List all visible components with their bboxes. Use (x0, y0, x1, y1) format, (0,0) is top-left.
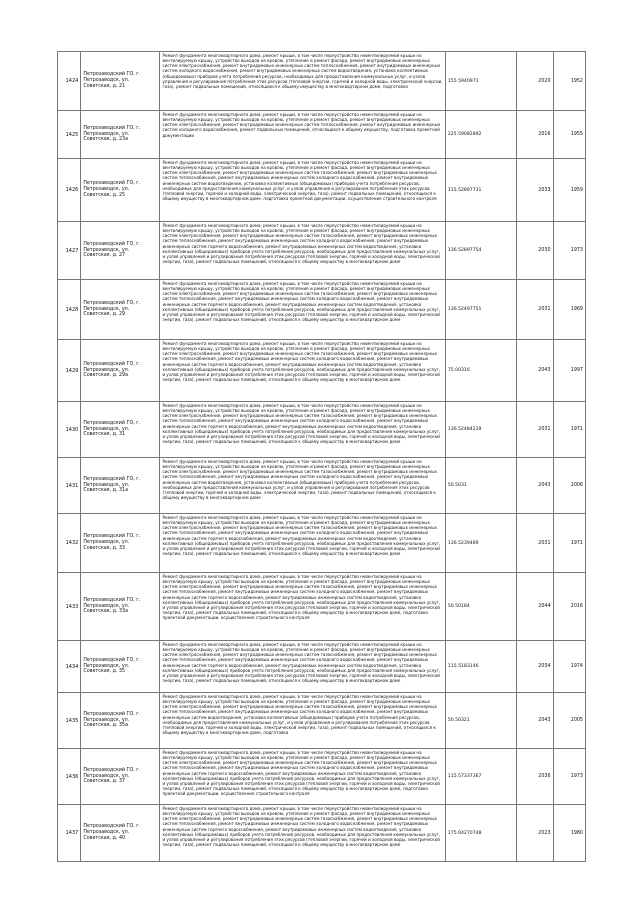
address-cell: Петрозаводский ГО, г. Петрозаводск, ул. Советская, д. 33а (81, 573, 160, 641)
cost-cell: 75.00316 (445, 340, 516, 402)
row-number: 1426 (58, 159, 81, 222)
works-text: Ремонт фундамента многоквартирного дома, ремонт крыши, в том числе переустройство невентилируемой крыши на вентилируемую крышу, устройство выходов на кровлю, утепление и ремонт фасада, ремонт внутридомовых инженерных систем электроснабжения, ремонт внутридомовых инженерных систем газоснабжения, ремонт внутридомовых инженерных систем теплоснабжения, ремонт внутридомовых инженерных систем холодного водоснабжения, ремонт внутридомовых инженерных систем горячего водоснабжения, ремонт внутридомовых инженерных систем водоотведения, установка коллективных (общедомовых) приборов учета потребления ресурсов, необходимых для предоставления коммунальных услуг, и узлов управления и регулирования потребления этих ресурсов (тепловой энергии, горячей и холодной воды, электрической энергии, газа), ремонт подвальных помещений, относящихся к общему имуществу в многоквартирном доме (162, 403, 441, 445)
build-year-cell: 1952 (553, 52, 585, 111)
build-year-cell: 1959 (553, 159, 585, 222)
repair-year-cell: 2043 (517, 340, 553, 402)
build-year-cell: 2016 (553, 573, 585, 641)
table-row (58, 402, 586, 458)
address-cell: Петрозаводский ГО, г. Петрозаводск, ул. Советская, д. 29а (81, 340, 160, 402)
works-text: Ремонт фундамента многоквартирного дома, ремонт крыши, в том числе переустройство невентилируемой крыши на вентилируемую крышу, устройство выходов на кровлю, утепление и ремонт фасада, ремонт внутридомовых инженерных систем электроснабжения, ремонт внутридомовых инженерных систем газоснабжения, ремонт внутридомовых инженерных систем теплоснабжения, ремонт внутридомовых инженерных систем холодного водоснабжения, ремонт внутридомовых инженерных систем горячего водоснабжения, ремонт внутридомовых инженерных систем водоотведения, установка коллективных (общедомовых) приборов учета потребления ресурсов, необходимых для предоставления коммунальных услуг, и узлов управления и регулирования потребления этих ресурсов (тепловой энергии, горячей и холодной воды, электрической энергии, газа), ремонт подвальных помещений, относящихся к общему имуществу в многоквартирном доме (162, 642, 441, 684)
works-cell (160, 340, 445, 402)
address-cell: Петрозаводский ГО, г. Петрозаводск, ул. Советская, д. 31а (81, 458, 160, 514)
row-number: 1429 (58, 340, 81, 402)
repair-year-cell: 2033 (517, 159, 553, 222)
repair-year-cell: 2034 (517, 641, 553, 693)
repair-year-cell: 2020 (517, 52, 553, 111)
row-number: 1435 (58, 693, 81, 749)
works-cell (160, 159, 445, 222)
table-row (58, 749, 586, 805)
works-text: Ремонт фундамента многоквартирного дома, ремонт крыши, в том числе переустройство невентилируемой крыши на вентилируемую крышу, устройство выходов на кровлю, утепление и ремонт фасада, ремонт внутридомовых инженерных систем электроснабжения, ремонт внутридомовых инженерных систем газоснабжения, ремонт внутридомовых инженерных систем теплоснабжения, ремонт внутридомовых инженерных систем холодного водоснабжения, ремонт внутридомовых инженерных систем горячего водоснабжения, ремонт внутридомовых инженерных систем водоотведения, установка коллективных (общедомовых) приборов учета потребления ресурсов, необходимых для предоставления коммунальных услуг, и узлов управления и регулирования потребления этих ресурсов (тепловой энергии, горячей и холодной воды, электрической энергии, газа), ремонт подвальных помещений, относящихся к общему имуществу в многоквартирном доме (162, 223, 441, 265)
build-year-cell: 1971 (553, 514, 585, 573)
address-cell: Петрозаводский ГО, г. Петрозаводск, ул. Советская, д. 40 (81, 805, 160, 862)
table-row (58, 340, 586, 402)
build-year-cell: 1973 (553, 222, 585, 280)
works-cell (160, 514, 445, 573)
build-year-cell: 1971 (553, 402, 585, 458)
works-text: Ремонт фундамента многоквартирного дома, ремонт крыши, в том числе переустройство невентилируемой крыши на вентилируемую крышу, устройство выходов на кровлю, утепление и ремонт фасада, ремонт внутридомовых инженерных систем электроснабжения, ремонт внутридомовых инженерных систем газоснабжения, ремонт внутридомовых инженерных систем теплоснабжения, ремонт внутридомовых инженерных систем холодного водоснабжения, ремонт внутридомовых инженерных систем водоотведения, установка коллективных (общедомовых) приборов учета потребления ресурсов, необходимых для предоставления коммунальных услуг, и узлов управления и регулирования потребления этих ресурсов (тепловой энергии, горячей и холодной воды, электрической энергии, газа), ремонт подвальных помещений, относящихся к общему имуществу в многоквартирном доме, подготовка проектной документации, осуществление строительного контроля (162, 160, 437, 202)
works-cell (160, 641, 445, 693)
address-cell: Петрозаводский ГО, г. Петрозаводск, ул. Советская, д. 35 (81, 641, 160, 693)
table-row (58, 111, 586, 159)
repair-year-cell: 2016 (517, 111, 553, 159)
works-text: Ремонт фундамента многоквартирного дома, ремонт крыши, в том числе переустройство невентилируемой крыши на вентилируемую крышу, устройство выходов на кровлю, утепление и ремонт фасада, ремонт внутридомовых инженерных систем электроснабжения, ремонт внутридомовых инженерных систем газоснабжения, ремонт внутридомовых инженерных систем теплоснабжения, ремонт внутридомовых инженерных систем холодного водоснабжения, ремонт внутридомовых инженерных систем водоотведения, установка коллективных (общедомовых) приборов учета потребления ресурсов, необходимых для предоставления коммунальных услуг, и узлов управления и регулирования потребления этих ресурсов (тепловой энергии, горячей и холодной воды, электрической энергии, газа), ремонт подвальных помещений, относящихся к общему имуществу в многоквартирном доме, подготовка (162, 694, 437, 736)
address-cell: Петрозаводский ГО, г. Петрозаводск, ул. Советская, д. 29 (81, 280, 160, 340)
works-text: Ремонт фундамента многоквартирного дома, ремонт крыши, в том числе переустройство невентилируемой крыши на вентилируемую крышу, устройство выходов на кровлю, утепление и ремонт фасада, ремонт внутридомовых инженерных систем электроснабжения, ремонт внутридомовых инженерных систем газоснабжения, ремонт внутридомовых инженерных систем теплоснабжения, ремонт внутридомовых инженерных систем холодного водоснабжения, ремонт внутридомовых инженерных систем горячего водоснабжения, ремонт внутридомовых инженерных систем водоотведения, установка коллективных (общедомовых) приборов учета потребления ресурсов, необходимых для предоставления коммунальных услуг, и узлов управления и регулирования потребления этих ресурсов (тепловой энергии, горячей и холодной воды, электрической энергии, газа), ремонт подвальных помещений, относящихся к общему имуществу в многоквартирном доме, подготовка проектной документации, осуществление строительного контроля (162, 750, 441, 797)
address-cell: Петрозаводский ГО, г. Петрозаводск, ул. Советская, д. 37 (81, 749, 160, 805)
table-row (58, 159, 586, 222)
address-cell: Петрозаводский ГО, г. Петрозаводск, ул. Советская, д. 31 (81, 402, 160, 458)
table-row (58, 514, 586, 573)
works-cell (160, 111, 445, 159)
cost-cell: 175.04270748 (445, 805, 516, 862)
cost-cell: 136.52497751 (445, 280, 516, 340)
cost-cell: 115.57337367 (445, 749, 516, 805)
cost-cell: 50.50184 (445, 573, 516, 641)
works-cell (160, 573, 445, 641)
build-year-cell: 1974 (553, 641, 585, 693)
row-number: 1431 (58, 458, 81, 514)
build-year-cell: 1997 (553, 340, 585, 402)
works-cell (160, 458, 445, 514)
row-number: 1433 (58, 573, 81, 641)
address-cell: Петрозаводский ГО, г. Петрозаводск, ул. Советская, д. 33 (81, 514, 160, 573)
address-cell: Петрозаводский ГО, г. Петрозаводск, ул. Советская, д. 25 (81, 159, 160, 222)
works-cell (160, 222, 445, 280)
table-row (58, 52, 586, 111)
table-row (58, 222, 586, 280)
row-number: 1428 (58, 280, 81, 340)
repair-year-cell: 2043 (517, 693, 553, 749)
works-text: Ремонт фундамента многоквартирного дома, ремонт крыши, в том числе переустройство невентилируемой крыши на вентилируемую крышу, устройство выходов на кровлю, утепление и ремонт фасада, ремонт внутридомовых инженерных систем электроснабжения, ремонт внутридомовых инженерных систем газоснабжения, ремонт внутридомовых инженерных систем теплоснабжения, ремонт внутридомовых инженерных систем холодного водоснабжения, ремонт внутридомовых инженерных систем водоотведения, установка коллективных (общедомовых) приборов учета потребления ресурсов, необходимых для предоставления коммунальных услуг, и узлов управления и регулирования потребления этих ресурсов (тепловой энергии, горячей и холодной воды, электрической энергии, газа), ремонт подвальных помещений, относящихся к общему имуществу в многоквартирном доме (162, 459, 437, 501)
works-text: Ремонт фундамента многоквартирного дома, ремонт крыши, в том числе переустройство невентилируемой крыши на вентилируемую крышу, устройство выходов на кровлю, утепление и ремонт фасада, ремонт внутридомовых инженерных систем электроснабжения, ремонт внутридомовых инженерных систем газоснабжения, ремонт внутридомовых инженерных систем теплоснабжения, ремонт внутридомовых инженерных систем холодного водоснабжения, ремонт внутридомовых инженерных систем горячего водоснабжения, ремонт внутридомовых инженерных систем водоотведения, установка коллективных (общедомовых) приборов учета потребления ресурсов, необходимых для предоставления коммунальных услуг, и узлов управления и регулирования потребления этих ресурсов (тепловой энергии, горячей и холодной воды, электрической энергии, газа), ремонт подвальных помещений, относящихся к общему имуществу в многоквартирном доме (162, 515, 441, 557)
works-cell (160, 280, 445, 340)
row-number: 1434 (58, 641, 81, 693)
cost-cell: 50.50321 (445, 693, 516, 749)
repair-year-cell: 2030 (517, 222, 553, 280)
table-row (58, 280, 586, 340)
works-text: Ремонт фундамента многоквартирного дома, ремонт крыши, в том числе переустройство невентилируемой крыши на вентилируемую крышу, устройство выходов на кровлю, утепление и ремонт фасада, ремонт внутридомовых инженерных систем электроснабжения, ремонт внутридомовых инженерных систем газоснабжения, ремонт внутридомовых инженерных систем теплоснабжения, ремонт внутридомовых инженерных систем холодного водоснабжения, ремонт внутридомовых инженерных систем горячего водоснабжения, ремонт внутридомовых инженерных систем водоотведения, установка коллективных (общедомовых) приборов учета потребления ресурсов, необходимых для предоставления коммунальных услуг, и узлов управления и регулирования потребления этих ресурсов (тепловой энергии, горячей и холодной воды, электрической энергии, газа), ремонт подвальных помещений, относящихся к общему имуществу в многоквартирном доме (162, 341, 441, 383)
row-number: 1425 (58, 111, 81, 159)
table-row (58, 805, 586, 862)
build-year-cell: 1969 (553, 280, 585, 340)
row-number: 1430 (58, 402, 81, 458)
build-year-cell: 2005 (553, 693, 585, 749)
works-text: Ремонт фундамента многоквартирного дома, ремонт крыши, в том числе переустройство невентилируемой крыши на вентилируемую крышу, устройство выходов на кровлю, утепление и ремонт фасада, ремонт внутридомовых инженерных систем электроснабжения, ремонт внутридомовых инженерных систем газоснабжения, ремонт внутридомовых инженерных систем теплоснабжения, ремонт внутридомовых инженерных систем холодного водоснабжения, ремонт внутридомовых инженерных систем горячего водоснабжения, ремонт внутридомовых инженерных систем водоотведения, установка коллективных (общедомовых) приборов учета потребления ресурсов, необходимых для предоставления коммунальных услуг, и узлов управления и регулирования потребления этих ресурсов (тепловой энергии, горячей и холодной воды, электрической энергии, газа), ремонт подвальных помещений, относящихся к общему имуществу в многоквартирном доме (162, 281, 441, 323)
table-row (58, 693, 586, 749)
cost-cell: 115.52897731 (445, 159, 516, 222)
works-cell (160, 805, 445, 862)
works-cell (160, 402, 445, 458)
row-number: 1432 (58, 514, 81, 573)
works-cell (160, 693, 445, 749)
repair-year-cell: 2031 (517, 402, 553, 458)
build-year-cell: 1955 (553, 111, 585, 159)
works-cell (160, 749, 445, 805)
build-year-cell: 2006 (553, 458, 585, 514)
row-number: 1427 (58, 222, 81, 280)
cost-cell: 136.52484219 (445, 402, 516, 458)
capital-repair-table (57, 51, 586, 862)
repair-year-cell: 2036 (517, 749, 553, 805)
cost-cell: 155.5940971 (445, 52, 516, 111)
row-number: 1424 (58, 52, 81, 111)
address-cell: Петрозаводский ГО, г. Петрозаводск, ул. Советская, д. 23а (81, 111, 160, 159)
cost-cell: 115.5183146 (445, 641, 516, 693)
row-number: 1437 (58, 805, 81, 862)
works-text: Ремонт фундамента многоквартирного дома, ремонт крыши, в том числе переустройство невентилируемой крыши на вентилируемую крышу, устройство выходов на кровлю, утепление и ремонт фасада, ремонт внутридомовых инженерных систем электроснабжения, ремонт внутридомовых инженерных систем газоснабжения, ремонт внутридомовых инженерных систем теплоснабжения, ремонт внутридомовых инженерных систем холодного водоснабжения, ремонт внутридомовых инженерных систем горячего водоснабжения, ремонт внутридомовых инженерных систем водоотведения, установка коллективных (общедомовых) приборов учета потребления ресурсов, необходимых для предоставления коммунальных услуг, и узлов управления и регулирования потребления этих ресурсов (тепловой энергии, горячей и холодной воды, электрической энергии, газа), ремонт подвальных помещений, относящихся к общему имуществу в многоквартирном доме (162, 806, 441, 848)
works-text: Ремонт фундамента многоквартирного дома, ремонт крыши, в том числе переустройство невентилируемой крыши на вентилируемую крышу, устройство выходов на кровлю, утепление и ремонт фасада, ремонт внутридомовых инженерных систем электроснабжения, ремонт внутридомовых инженерных систем теплоснабжения, ремонт внутридомовых инженерных систем холодного водоснабжения, ремонт внутридомовых инженерных систем водоотведения, установка коллективных (общедомовых) приборов учета потребления ресурсов, необходимых для предоставления коммунальных услуг, и узлов управления и регулирования потребления этих ресурсов (тепловой энергии, горячей и холодной воды, электрической энергии, газа), ремонт подвальных помещений, относящихся к общему имуществу в многоквартирном доме, подготовка (162, 53, 443, 89)
works-text: Ремонт фундамента многоквартирного дома, ремонт крыши, в том числе переустройство невентилируемой крыши на вентилируемую крышу, устройство выходов на кровлю, утепление и ремонт фасада, ремонт внутридомовых инженерных систем электроснабжения, ремонт внутридомовых инженерных систем газоснабжения, ремонт внутридомовых инженерных систем теплоснабжения, ремонт внутридомовых инженерных систем холодного водоснабжения, ремонт внутридомовых инженерных систем горячего водоснабжения, ремонт внутридомовых инженерных систем водоотведения, установка коллективных (общедомовых) приборов учета потребления ресурсов, необходимых для предоставления коммунальных услуг, и узлов управления и регулирования потребления этих ресурсов (тепловой энергии, горячей и холодной воды, электрической энергии, газа), ремонт подвальных помещений, относящихся к общему имуществу в многоквартирном доме, подготовка проектной документации, осуществление строительного контроля (162, 574, 441, 621)
repair-year-cell: 2023 (517, 805, 553, 862)
row-number: 1436 (58, 749, 81, 805)
cost-cell: 136.5239489 (445, 514, 516, 573)
cost-cell: 136.52897754 (445, 222, 516, 280)
build-year-cell: 1980 (553, 805, 585, 862)
table-row (58, 641, 586, 693)
cost-cell: 50.5031 (445, 458, 516, 514)
repair-year-cell: 2043 (517, 458, 553, 514)
repair-year-cell: 2031 (517, 280, 553, 340)
address-cell: Петрозаводский ГО, г. Петрозаводск, ул. Советская, д. 35а (81, 693, 160, 749)
cost-cell: 225.59082892 (445, 111, 516, 159)
table-body (58, 52, 586, 862)
address-cell: Петрозаводский ГО, г. Петрозаводск, ул. Советская, д. 27 (81, 222, 160, 280)
table-row (58, 458, 586, 514)
works-text: Ремонт фундамента многоквартирного дома, ремонт крыши, в том числе переустройство невентилируемой крыши на вентилируемую крышу, устройство выходов на кровлю, утепление и ремонт фасада, ремонт внутридомовых инженерных систем электроснабжения, ремонт внутридомовых инженерных систем теплоснабжения, ремонт внутридомовых инженерных систем холодного водоснабжения, ремонт подвальных помещений, относящихся к общему имуществу, подготовка проектной документации (162, 112, 441, 138)
build-year-cell: 1973 (553, 749, 585, 805)
address-cell: Петрозаводский ГО, г. Петрозаводск, ул. Советская, д. 21 (81, 52, 160, 111)
table-row (58, 573, 586, 641)
repair-year-cell: 2044 (517, 573, 553, 641)
repair-year-cell: 2031 (517, 514, 553, 573)
works-cell (160, 52, 445, 111)
